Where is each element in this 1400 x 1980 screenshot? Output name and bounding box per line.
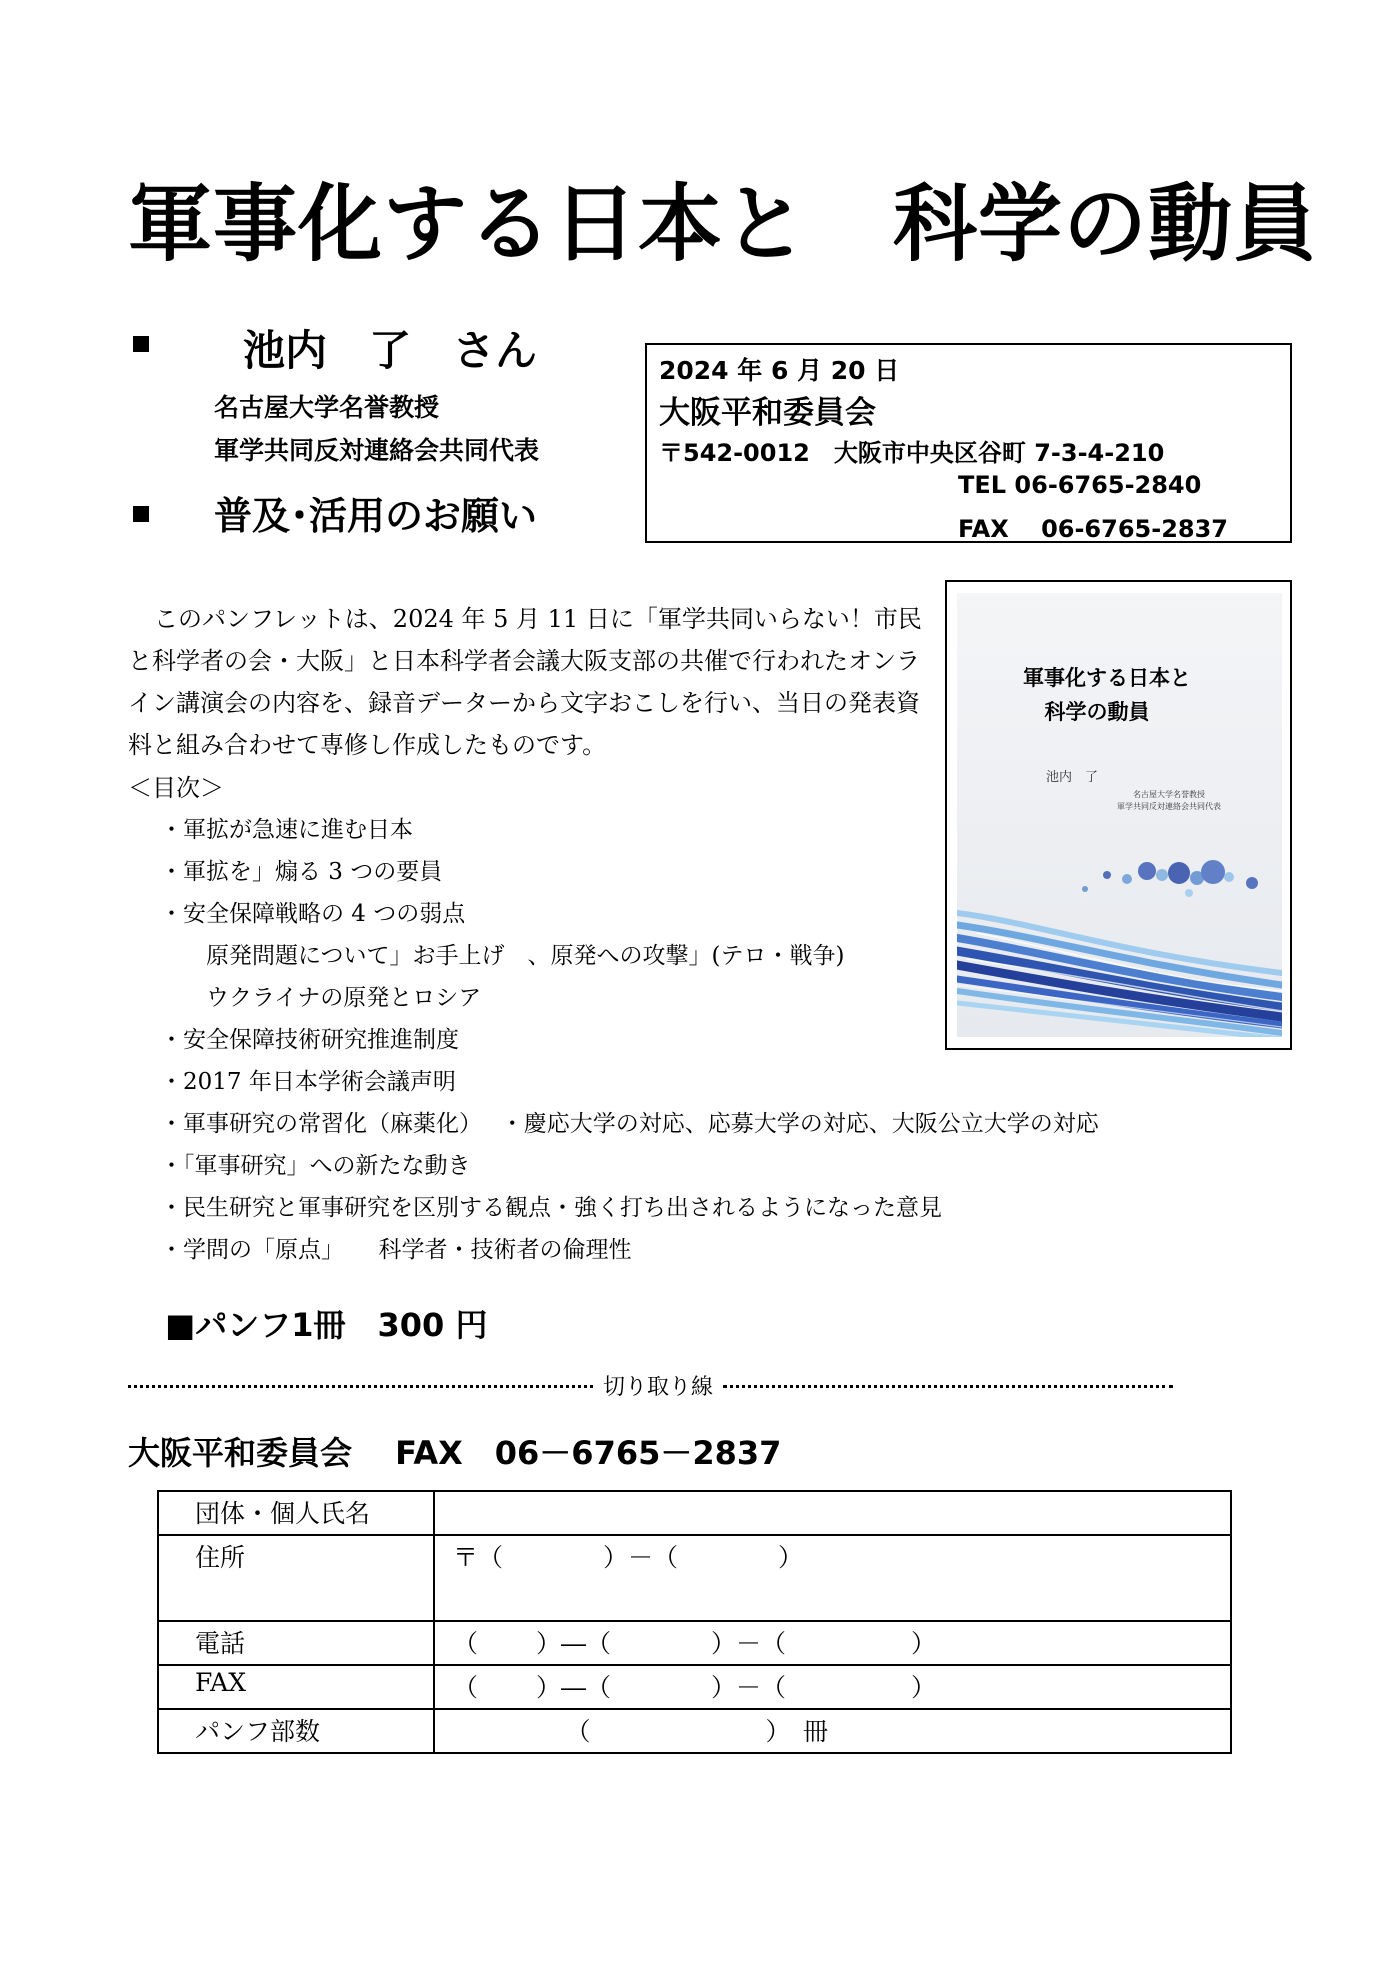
cover-affiliation-2: 軍学共同反対連絡会共同代表 xyxy=(1117,802,1221,811)
publisher-tel: TEL 06-6765-2840 xyxy=(958,471,1202,499)
order-form xyxy=(157,1490,1232,1754)
form-row-quantity xyxy=(158,1709,1231,1753)
toc-item: ウクライナの原発とロシア xyxy=(160,985,482,1011)
toc-item: ・軍拡が急速に進む日本 xyxy=(160,817,413,843)
cut-line-label: 切り取り線 xyxy=(602,1375,713,1400)
form-label: パンフ部数 xyxy=(158,1709,434,1753)
publisher-fax: FAX 06-6765-2837 xyxy=(958,515,1228,543)
form-label: 団体・個人氏名 xyxy=(158,1491,434,1535)
form-label: 住所 xyxy=(158,1535,434,1621)
speaker-affiliation-2: 軍学共同反対連絡会共同代表 xyxy=(214,436,540,465)
toc-item: ・「軍事研究」への新たな動き xyxy=(160,1153,471,1179)
cover-affiliation-1: 名古屋大学名誉教授 xyxy=(1133,790,1205,799)
toc-heading: ＜目次＞ xyxy=(128,774,224,802)
address-field[interactable]: 〒（ ）－（ ） xyxy=(434,1535,1231,1621)
name-field[interactable] xyxy=(434,1491,1231,1535)
fax-field[interactable]: （ ）―（ ）－（ ） xyxy=(434,1665,1231,1709)
toc-item: ・軍拡を」煽る 3 つの要員 xyxy=(160,859,443,885)
cover-title-line2: 科学の動員 xyxy=(1044,699,1150,724)
form-label: FAX xyxy=(158,1665,434,1709)
intro-paragraph xyxy=(128,598,928,766)
bullet-square xyxy=(133,336,149,352)
quantity-field[interactable]: （ ） 冊 xyxy=(434,1709,1231,1753)
publisher-name: 大阪平和委員会 xyxy=(659,395,876,431)
intro-text: このパンフレットは、2024 年 5 月 11 日に「軍学共同いらない！市民と科学者の会・大阪」と日本科学者会議大阪支部の共催で行われたオンライン講演会の内容を、録音データーから文字おこしを行い、当日の発表資料と組み合わせて専修し作成したものです。 xyxy=(128,605,922,759)
toc-item: ・学問の「原点」 科学者・技術者の倫理性 xyxy=(160,1237,632,1263)
price-line: ■パンフ1冊 300 円 xyxy=(165,1306,488,1344)
cover-author: 池内 了 xyxy=(1045,770,1099,785)
document-title: 軍事化する日本と 科学の動員 xyxy=(128,175,1319,273)
form-row-address xyxy=(158,1535,1231,1621)
request-heading: 普及･活用のお願い xyxy=(214,494,538,538)
publisher-address: 〒542-0012 大阪市中央区谷町 7-3-4-210 xyxy=(659,439,1165,467)
publish-date: 2024 年 6 月 20 日 xyxy=(659,356,900,385)
book-cover-image xyxy=(957,593,1282,1037)
cut-line-dots-left xyxy=(128,1385,593,1388)
form-row-name xyxy=(158,1491,1231,1535)
form-row-fax xyxy=(158,1665,1231,1709)
toc-item: ・軍事研究の常習化（麻薬化） ・慶応大学の対応、応募大学の対応、大阪公立大学の対応 xyxy=(160,1111,1099,1137)
toc-item: ・民生研究と軍事研究を区別する観点・強く打ち出されるようになった意見 xyxy=(160,1195,942,1221)
cut-line-dots-right xyxy=(723,1385,1173,1388)
toc-item: 原発問題について」お手上げ 、原発への攻撃」(テロ・戦争) xyxy=(160,943,845,969)
bullet-square xyxy=(133,506,149,522)
toc-item: ・安全保障技術研究推進制度 xyxy=(160,1027,459,1053)
speaker-name: 池内 了 さん xyxy=(243,326,538,375)
toc-item: ・2017 年日本学術会議声明 xyxy=(160,1069,456,1095)
toc-item: ・安全保障戦略の 4 つの弱点 xyxy=(160,901,466,927)
form-row-phone xyxy=(158,1621,1231,1665)
speaker-affiliation-1: 名古屋大学名誉教授 xyxy=(214,393,440,422)
form-label: 電話 xyxy=(158,1621,434,1665)
phone-field[interactable]: （ ）―（ ）－（ ） xyxy=(434,1621,1231,1665)
fax-order-heading: 大阪平和委員会 FAX 06－6765－2837 xyxy=(128,1434,782,1472)
publisher-info-box xyxy=(645,343,1292,543)
cut-line xyxy=(128,1370,1173,1400)
cover-title-line1: 軍事化する日本と xyxy=(1023,665,1191,690)
